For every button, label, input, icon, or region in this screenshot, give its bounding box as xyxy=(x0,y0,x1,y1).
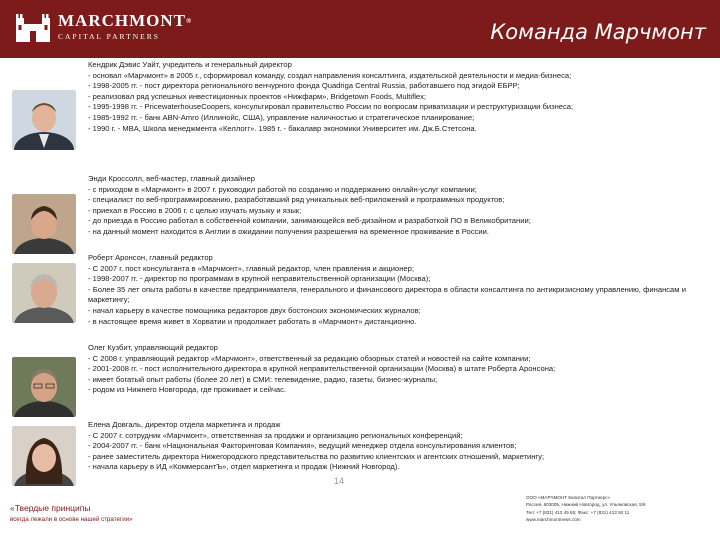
company-phone: Тел: +7 (831) 413 45 65; Факс: +7 (831) 413 50 11 xyxy=(526,509,630,515)
bio-line: - начал карьеру в качестве помощника редакторов двух бостонских экономических журналов; xyxy=(88,305,421,315)
bio-text xyxy=(88,174,686,238)
bio-text xyxy=(88,420,686,473)
bio-line: - С 2007 г. пост консультанта в «Марчмонт», главный редактор, член правления и акционер; xyxy=(88,263,414,273)
brand-subtitle: CAPITAL PARTNERS xyxy=(58,32,160,41)
bio-text xyxy=(88,253,686,327)
member-name: Роберт Аронсон, главный редактор xyxy=(88,253,213,262)
company-website[interactable]: www.marchmontnews.com xyxy=(526,517,581,523)
member-name: Энди Кроссолл, веб-мастер, главный дизайнер xyxy=(88,174,255,183)
member-name: Кендрик Дэвис Уайт, учредитель и генеральный директор xyxy=(88,60,292,69)
bio-line: - 2004-2007 гг. - банк «Национальная Факторинговая Компания», ведущий менеджер отдела консультирования клиентов; xyxy=(88,441,517,451)
page-title: Команда Марчмонт xyxy=(490,20,706,44)
portrait-photo xyxy=(12,263,76,323)
bio-line: - в настоящее время живет в Хорватии и продолжает работать в «Марчмонт» дистанционно. xyxy=(88,316,417,326)
bio-line: - 1995-1998 гг. - PricewaterhouseCoopers, консультировал правительство России по вопросам приватизации и реструктуризации бизнеса; xyxy=(88,102,574,112)
page-number: 14 xyxy=(334,476,345,486)
footer-contacts xyxy=(526,494,716,524)
bio-text xyxy=(88,60,686,134)
castle-logo-icon xyxy=(14,12,52,44)
bio-line: - родом из Нижнего Новгорода, где проживает и сейчас. xyxy=(88,385,287,395)
bio-line: - 1998-2005 гг. - пост директора регионального венчурного фонда Quadriga Central Russia, работавшего под эгидой ЕБРР; xyxy=(88,81,520,91)
quote-line-1: «Твердые принципы xyxy=(10,503,91,513)
footer-quote xyxy=(10,502,133,526)
company-name: ООО «МАРЧМОНТ Капитал Партнерс» xyxy=(526,495,611,500)
bio-line: - С 2007 г. сотрудник «Марчмонт», ответственная за продажи и организацию региональных конференций; xyxy=(88,430,463,440)
bio-line: - на данный момент находится в Англии в ожидании получения разрешения на временное проживание в России. xyxy=(88,226,489,236)
member-name: Елена Довгаль, директор отдела маркетинга и продаж xyxy=(88,420,281,429)
bio-line: - реализовал ряд успешных инвестиционных проектов «Нижфарм», Bridgetown Foods, Multiflex; xyxy=(88,91,427,101)
company-address: Россия, 603005, Нижний Новгород, ул. Ульяновская, 5/6 xyxy=(526,502,646,508)
portrait-photo xyxy=(12,357,76,417)
header-bar xyxy=(0,0,720,58)
quote-line-2: всегда лежали в основе нашей стратегии» xyxy=(10,516,133,523)
bio-line: - специалист по веб-программированию, разработавший ряд уникальных веб-приложений и программных продуктов; xyxy=(88,195,505,205)
bio-line: - Более 35 лет опыта работы в качестве предпринимателя, генерального и финансового директора в области консалтинга по антикризисному управлению, финансам и маркетингу; xyxy=(88,284,686,305)
brand-name: MARCHMONT® xyxy=(58,11,193,30)
bio-line: - приехал в Россию в 2006 г. с целью изучать музыку и язык; xyxy=(88,205,302,215)
bio-line: - ранее заместитель директора Нижегородского представительства по развитию клиентских и агентских отношений, маркетингу; xyxy=(88,451,545,461)
portrait-photo xyxy=(12,90,76,150)
bio-line: - основал «Марчмонт» в 2005 г., сформировал команду, создал направления консалтинга, издательской деятельности и медиа-бизнеса; xyxy=(88,70,572,80)
bio-line: - 1990 г. - MBA, Школа менеджмента «Келлогг». 1985 г. - бакалавр экономики Университет им. Дж.Б.Стетсона. xyxy=(88,123,477,133)
bio-line: - имеет богатый опыт работы (более 20 лет) в СМИ: телевидение, радио, газеты, бизнес-журналы; xyxy=(88,374,438,384)
logo xyxy=(14,12,192,44)
bio-line: - С 2008 г. управляющий редактор «Марчмонт», ответственный за редакцию обзорных статей и новостей на сайте компании; xyxy=(88,353,531,363)
bio-line: - 1998-2007 гг. - директор по программам в крупной неправительственной организации (Москва); xyxy=(88,274,431,284)
bio-line: - до приезда в Россию работал в собственной компании, занимающейся веб-дизайном и разработкой ПО в Великобритании; xyxy=(88,216,531,226)
portrait-photo xyxy=(12,194,76,254)
bio-text xyxy=(88,343,686,396)
bio-line: - начала карьеру в ИД «КоммерсантЪ», отдел маркетинга и продаж (Нижний Новгород). xyxy=(88,462,400,472)
bio-line: - 2001-2008 гг. - пост исполнительного директора в крупной неправительственной организации (Москва) в штате Роберта Аронсона; xyxy=(88,364,556,374)
portrait-photo xyxy=(12,426,76,486)
bio-line: - 1985-1992 гг. - банк ABN-Amro (Иллинойс, США), управление наличностью и стратегическое планирование; xyxy=(88,112,475,122)
bio-line: - с приходом в «Марчмонт» в 2007 г. руководил работой по созданию и поддержанию онлайн-услуг компании; xyxy=(88,184,477,194)
member-name: Олег Кузбит, управляющий редактор xyxy=(88,343,218,352)
